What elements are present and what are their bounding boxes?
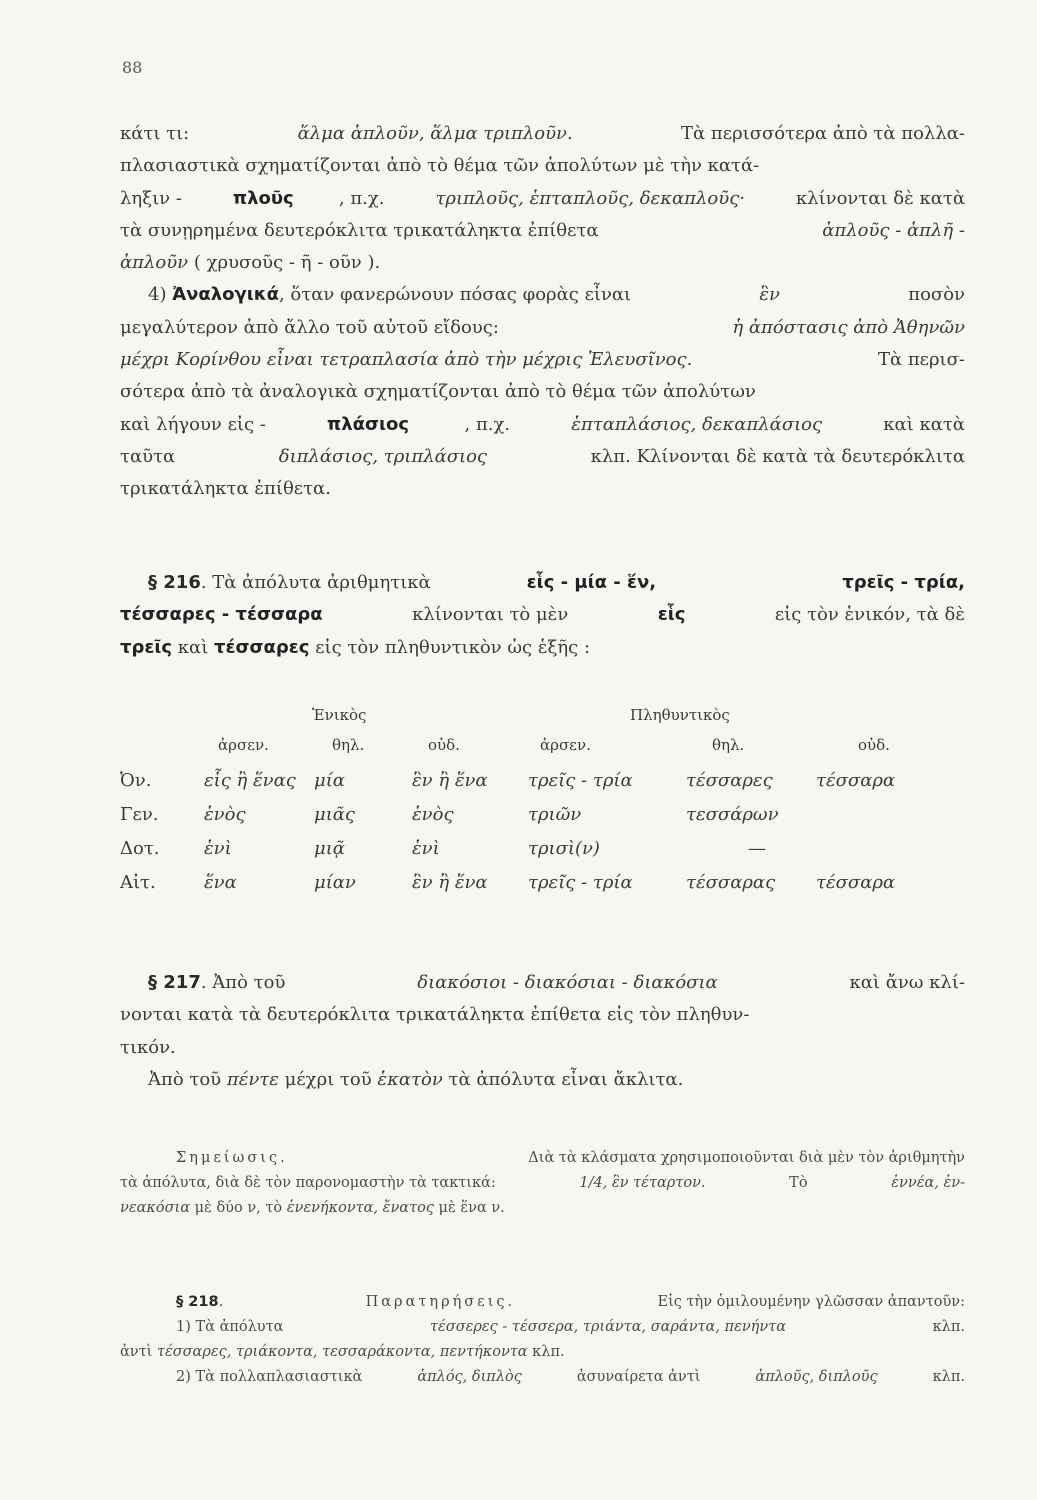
- bold-term: τρεῖς: [120, 636, 173, 658]
- table-cell: μιᾷ: [314, 838, 345, 859]
- text-line: [120, 632, 965, 664]
- table-cell: τέσσαρας: [686, 872, 776, 893]
- text-line: [120, 1146, 965, 1171]
- text-span: τὰ ἀπόλυτα, διὰ δὲ τὸν παρονομαστὴν τὰ τακτικά:: [120, 1175, 501, 1191]
- text-line: [120, 344, 965, 376]
- italic-example: ἁπλοῦς - ἁπλῆ -: [822, 219, 965, 241]
- table-row: [120, 872, 965, 906]
- text-line: [120, 1315, 965, 1340]
- text-span: μὲ δύο ν, τὸ: [190, 1200, 287, 1216]
- table-cell: τρισὶ(ν): [528, 838, 600, 859]
- text-span: .: [218, 1294, 228, 1310]
- text-line: [120, 247, 965, 279]
- text-line: [120, 150, 965, 182]
- number-header-row: [120, 706, 965, 736]
- table-row: [120, 838, 965, 872]
- bold-term: τέσσαρες - τέσσαρα: [120, 604, 323, 626]
- italic-example: ἐννέα, ἐν-: [891, 1175, 965, 1191]
- text-line: [120, 1064, 965, 1096]
- section-218: [120, 1290, 965, 1390]
- table-cell: τρεῖς - τρία: [528, 770, 633, 791]
- text-line: [120, 183, 965, 215]
- text-span: καὶ ἄνω κλί-: [843, 972, 965, 993]
- table-cell: μία: [314, 770, 345, 791]
- text-line: [120, 567, 965, 599]
- section-217: [120, 967, 965, 1096]
- text-span: εἰς τὸν πληθυντικὸν ὡς ἑξῆς :: [309, 636, 591, 658]
- italic-example: ἁπλός, διπλὸς: [417, 1369, 522, 1385]
- text-line: [120, 1196, 965, 1221]
- gender-header-row: [120, 736, 965, 770]
- text-span: σότερα ἀπὸ τὰ ἀναλογικὰ σχηματίζονται ἀπὸ τὸ θέμα τῶν ἀπολύτων: [120, 381, 756, 403]
- table-cell: —: [748, 838, 766, 859]
- table-cell: ἑνὶ: [204, 838, 232, 859]
- text-line: [120, 599, 965, 631]
- text-span: Τὰ περισ-: [872, 349, 965, 371]
- table-cell: τέσσαρα: [816, 872, 896, 893]
- text-span: . Ἀπὸ τοῦ: [200, 972, 292, 993]
- text-line: [120, 409, 965, 441]
- gender-header: οὐδ.: [858, 736, 890, 754]
- italic-example: διπλάσιος, τριπλάσιος: [278, 445, 488, 467]
- table-cell: ἑνὶ: [412, 838, 440, 859]
- text-line: [120, 473, 965, 505]
- text-line: [120, 999, 965, 1031]
- case-label: Γεν.: [120, 804, 159, 825]
- text-span: πλασιαστικὰ σχηματίζονται ἀπὸ τὸ θέμα τῶν ἀπολύτων μὲ τὴν κατά-: [120, 155, 760, 177]
- text-span: εἰς τὸν ἑνικόν, τὰ δὲ: [769, 604, 965, 626]
- text-span: ἀσυναίρετα ἀντὶ: [572, 1369, 706, 1385]
- italic-example: 1/4, ἓν τέταρτον.: [579, 1175, 706, 1191]
- bold-suffix: πλοῦς: [232, 187, 294, 209]
- section-number: § 218: [176, 1294, 219, 1310]
- table-cell: τριῶν: [528, 804, 582, 825]
- bold-term: εἷς: [657, 604, 686, 626]
- singular-header: Ἑνικὸς: [312, 706, 367, 724]
- note-heading: Παρατηρήσεις.: [365, 1294, 516, 1310]
- text-span: Διὰ τὰ κλάσματα χρησιμοποιοῦνται διὰ μὲν τὸν ἀριθμητὴν: [523, 1150, 965, 1166]
- case-label: Αἰτ.: [120, 872, 156, 893]
- declension-table: [120, 706, 965, 906]
- text-span: Τὰ περισσότερα ἀπὸ τὰ πολλα-: [675, 123, 965, 144]
- text-span: Τὸ: [784, 1175, 813, 1191]
- text-span: καὶ κατὰ: [877, 413, 965, 435]
- italic-example: ἁπλοῦς, διπλοῦς: [755, 1369, 878, 1385]
- gender-header: ἀρσεν.: [540, 736, 591, 754]
- table-cell: τέσσαρα: [816, 770, 896, 791]
- italic-example: ἡ ἀπόστασις ἀπὸ Ἀθηνῶν: [732, 316, 965, 338]
- text-span: τικόν.: [120, 1036, 176, 1058]
- table-cell: ἓν ἢ ἕνα: [412, 872, 488, 893]
- text-span: μὲ ἕνα ν.: [433, 1200, 505, 1216]
- italic-example: ἐνενήκοντα, ἔνατος: [286, 1200, 434, 1216]
- text-line: [120, 1290, 965, 1315]
- text-span: 4): [148, 284, 173, 306]
- text-span: , π.χ.: [464, 413, 516, 435]
- table-cell: τεσσάρων: [686, 804, 779, 825]
- italic-example: ἅλμα ἁπλοῦν, ἅλμα τριπλοῦν.: [297, 123, 573, 144]
- text-span: Ἀπὸ τοῦ: [148, 1068, 227, 1090]
- text-span: ἀντὶ: [120, 1344, 157, 1360]
- text-span: 2) Τὰ πολλαπλασιαστικὰ: [176, 1369, 367, 1385]
- table-cell: εἷς ἢ ἕνας: [204, 770, 296, 791]
- text-span: τὰ συνῃρημένα δευτερόκλιτα τρικατάληκτα ἐπίθετα: [120, 219, 605, 241]
- text-line: [120, 441, 965, 473]
- text-span: καὶ λήγουν εἰς -: [120, 413, 272, 435]
- text-span: κλπ.: [527, 1344, 565, 1360]
- text-span: 1) Τὰ ἀπόλυτα: [176, 1319, 289, 1335]
- section-216: [120, 567, 965, 664]
- table-cell: τρεῖς - τρία: [528, 872, 633, 893]
- text-line: [120, 1365, 965, 1390]
- table-cell: ἓν ἢ ἕνα: [412, 770, 488, 791]
- italic-example: ἑπταπλάσιος, δεκαπλάσιος: [571, 413, 823, 435]
- text-span: τρικατάληκτα ἐπίθετα.: [120, 478, 331, 500]
- text-span: Εἰς τὴν ὁμιλουμένην γλῶσσαν ἀπαντοῦν:: [652, 1294, 965, 1310]
- table-row: [120, 770, 965, 804]
- italic-example: διακόσιοι - διακόσιαι - διακόσια: [417, 972, 718, 993]
- text-line: [120, 279, 965, 311]
- text-line: [120, 1340, 965, 1365]
- text-span: ταῦτα: [120, 445, 181, 467]
- italic-example: μέχρι Κορίνθου εἶναι τετραπλασία ἀπὸ τὴν μέχρις Ἐλευσῖνος.: [120, 349, 693, 371]
- text-line: [120, 1171, 965, 1196]
- text-span: [746, 567, 752, 599]
- section-number: § 216: [148, 572, 201, 593]
- bold-suffix: πλάσιος: [327, 413, 410, 435]
- bold-term: Ἀναλογικά: [172, 284, 279, 306]
- text-span: , π.χ.: [338, 187, 391, 209]
- text-span: καὶ: [172, 636, 214, 658]
- italic-example: ἓν: [759, 284, 780, 306]
- italic-example: τέσσερες - τέσσερα, τριάντα, σαράντα, πενήντα: [430, 1319, 787, 1335]
- table-cell: τέσσαρες: [686, 770, 773, 791]
- text-span: ( χρυσοῦς - ῆ - οῦν ).: [188, 252, 381, 274]
- text-span: κλίνονται τὸ μὲν: [406, 604, 574, 626]
- text-span: μεγαλύτερον ἀπὸ ἄλλο τοῦ αὐτοῦ εἴδους:: [120, 316, 505, 338]
- italic-example: πέντε: [226, 1068, 279, 1090]
- text-span: , ὅταν φανερώνουν πόσας φορὰς εἶναι: [278, 284, 637, 306]
- table-cell: μίαν: [314, 872, 356, 893]
- text-line: [120, 1032, 965, 1064]
- text-line: [120, 967, 965, 999]
- gender-header: ἀρσεν.: [218, 736, 269, 754]
- main-text: [120, 118, 965, 506]
- note-heading: Σημείωσις.: [176, 1150, 288, 1166]
- text-span: τὰ ἀπόλυτα εἶναι ἄκλιτα.: [442, 1068, 684, 1090]
- bold-term: τέσσαρες: [213, 636, 310, 658]
- text-line: [120, 312, 965, 344]
- italic-example: τέσσαρες, τριάκοντα, τεσσαράκοντα, πεντήκοντα: [156, 1344, 528, 1360]
- case-label: Ὀν.: [120, 770, 152, 791]
- table-cell: ἕνα: [204, 872, 237, 893]
- text-span: κλπ.: [927, 1319, 965, 1335]
- text-span: κάτι τι:: [120, 123, 195, 144]
- text-span: μέχρι τοῦ: [278, 1068, 378, 1090]
- page-number: 88: [122, 58, 143, 77]
- table-row: [120, 804, 965, 838]
- italic-example: νεακόσια: [120, 1200, 191, 1216]
- footnote-remark: [120, 1146, 965, 1221]
- italic-example: τριπλοῦς, ἑπταπλοῦς, δεκαπλοῦς·: [435, 187, 745, 209]
- gender-header: θηλ.: [332, 736, 365, 754]
- text-line: [120, 215, 965, 247]
- italic-example: ἑκατὸν: [377, 1068, 443, 1090]
- text-span: . Τὰ ἀπόλυτα ἀριθμητικὰ: [200, 572, 437, 593]
- text-span: ληξιν -: [120, 187, 188, 209]
- text-line: [120, 376, 965, 408]
- gender-header: οὐδ.: [428, 736, 460, 754]
- table-cell: ἑνὸς: [204, 804, 246, 825]
- italic-example: ἁπλοῦν: [120, 252, 189, 274]
- text-span: κλίνονται δὲ κατὰ: [790, 187, 965, 209]
- case-label: Δοτ.: [120, 838, 160, 859]
- text-line: [120, 118, 965, 150]
- bold-term: τρεῖς - τρία,: [842, 572, 965, 593]
- text-span: κλπ.: [927, 1369, 965, 1385]
- gender-header: θηλ.: [712, 736, 745, 754]
- text-span: κλπ. Κλίνονται δὲ κατὰ τὰ δευτερόκλιτα: [584, 445, 965, 467]
- section-number: § 217: [148, 972, 201, 993]
- text-span: ποσὸν: [902, 284, 965, 306]
- plural-header: Πληθυντικὸς: [630, 706, 730, 724]
- table-cell: μιᾶς: [314, 804, 355, 825]
- table-cell: ἑνὸς: [412, 804, 454, 825]
- text-span: νονται κατὰ τὰ δευτερόκλιτα τρικατάληκτα ἐπίθετα εἰς τὸν πληθυν-: [120, 1004, 750, 1026]
- bold-term: εἷς - μία - ἕν,: [526, 572, 657, 593]
